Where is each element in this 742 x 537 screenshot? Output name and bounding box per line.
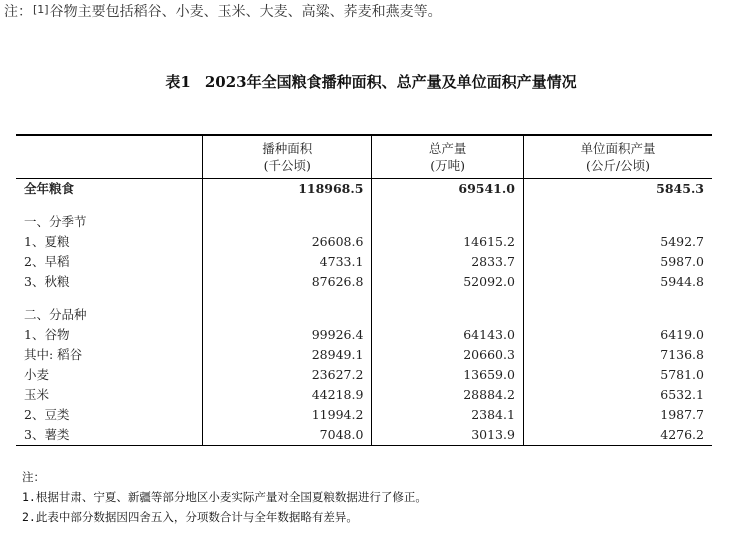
cell-yield: 1987.7: [660, 407, 704, 422]
cell-area: 11994.2: [203, 405, 372, 425]
cell-area: 118968.5: [203, 179, 372, 200]
cell-area: 87626.8: [203, 272, 372, 292]
row-label: 玉米: [16, 385, 203, 405]
cell-area: 4733.1: [203, 252, 372, 272]
section-heading-row: [16, 212, 712, 232]
table-number: 表1: [165, 73, 191, 91]
row-label: 3、薯类: [16, 425, 203, 446]
table-title: [0, 71, 742, 92]
grain-table: [16, 134, 712, 446]
cell-output: 28884.2: [372, 385, 524, 405]
footnote-item: 1.根据甘肃、宁夏、新疆等部分地区小麦实际产量对全国夏粮数据进行了修正。: [22, 490, 427, 504]
table-row: [16, 325, 712, 345]
cell-output: 2384.1: [372, 405, 524, 425]
cell-output: 52092.0: [372, 272, 524, 292]
row-label: 2、早稻: [16, 252, 203, 272]
cell-area: 28949.1: [203, 345, 372, 365]
table-row: [16, 405, 712, 425]
cell-area: 44218.9: [203, 385, 372, 405]
header-blank-cell: [16, 135, 203, 179]
row-label: 全年粮食: [16, 179, 203, 200]
cell-yield: 6532.1: [660, 387, 704, 402]
header-area: 播种面积 (千公顷): [203, 135, 372, 179]
header-output: 总产量 (万吨): [372, 135, 524, 179]
footnote-heading: 注：: [22, 470, 45, 484]
cell-area: 26608.6: [203, 232, 372, 252]
header-yield: 单位面积产量 (公斤/公顷): [523, 135, 712, 179]
row-label: 小麦: [16, 365, 203, 385]
table-row: [16, 345, 712, 365]
cell-yield: 5987.0: [660, 254, 704, 269]
cell-area: 99926.4: [203, 325, 372, 345]
cell-yield: 7136.8: [660, 347, 704, 362]
spacer-row: [16, 199, 712, 212]
cell-yield: 5492.7: [660, 234, 704, 249]
section-heading-row: [16, 305, 712, 325]
table-footnotes: [22, 467, 427, 527]
spacer-row: [16, 292, 712, 305]
table-row: [16, 272, 712, 292]
row-label: 1、夏粮: [16, 232, 203, 252]
table-row: [16, 365, 712, 385]
note-reference-link[interactable]: [1]: [33, 3, 49, 16]
cell-output: 64143.0: [372, 325, 524, 345]
cell-output: 20660.3: [372, 345, 524, 365]
note-prefix: 注：: [4, 4, 32, 20]
table-header-row: [16, 135, 712, 179]
table-row: [16, 252, 712, 272]
table-row: [16, 385, 712, 405]
cell-yield: 5944.8: [660, 274, 704, 289]
cell-yield: 5845.3: [656, 181, 704, 196]
cell-yield: 5781.0: [660, 367, 704, 382]
cell-area: 7048.0: [203, 425, 372, 446]
top-note: [4, 2, 442, 22]
row-label: 其中: 稻谷: [16, 345, 203, 365]
note-text: 谷物主要包括稻谷、小麦、玉米、大麦、高粱、荞麦和燕麦等。: [49, 4, 442, 20]
row-label: 2、豆类: [16, 405, 203, 425]
cell-output: 3013.9: [372, 425, 524, 446]
cell-yield: 6419.0: [660, 327, 704, 342]
cell-area: 23627.2: [203, 365, 372, 385]
cell-output: 13659.0: [372, 365, 524, 385]
footnote-item: 2.此表中部分数据因四舍五入，分项数合计与全年数据略有差异。: [22, 510, 358, 524]
cell-output: 14615.2: [372, 232, 524, 252]
section-heading-variety: 二、分品种: [16, 305, 203, 325]
table-row: [16, 425, 712, 446]
cell-yield: 4276.2: [523, 425, 712, 446]
row-label: 1、谷物: [16, 325, 203, 345]
table-title-text: 2023年全国粮食播种面积、总产量及单位面积产量情况: [204, 73, 577, 91]
row-label: 3、秋粮: [16, 272, 203, 292]
cell-output: 2833.7: [372, 252, 524, 272]
section-heading-season: 一、分季节: [16, 212, 203, 232]
cell-output: 69541.0: [372, 179, 524, 200]
total-row: [16, 179, 712, 200]
table-row: [16, 232, 712, 252]
